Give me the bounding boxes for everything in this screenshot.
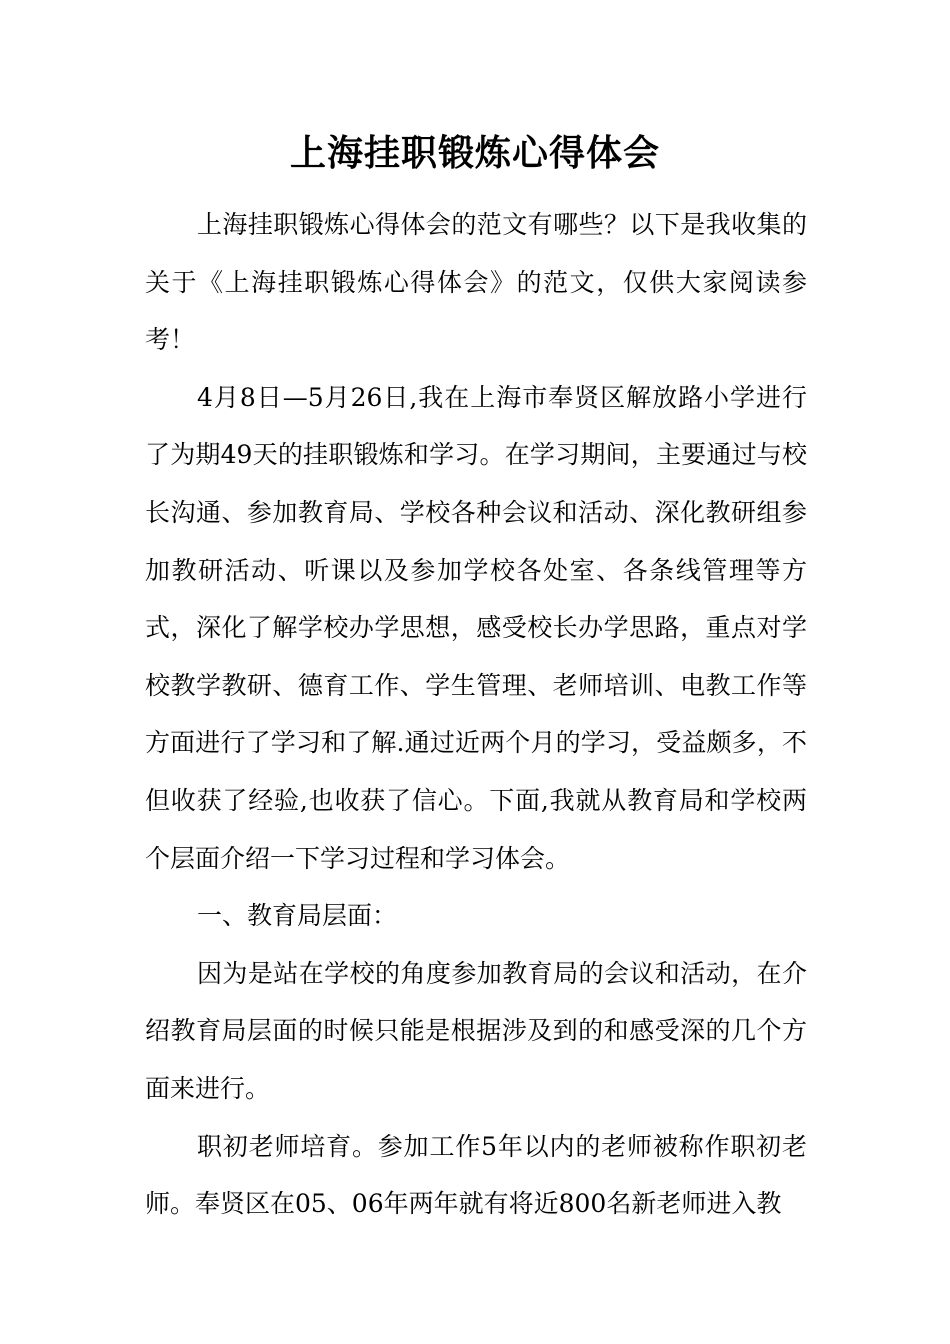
section-heading-education-bureau: 一、教育局层面： xyxy=(197,901,398,931)
paragraph-intro: 上海挂职锻炼心得体会的范文有哪些？以下是我收集的关于《上海挂职锻炼心得体会》的范文，仅供大家阅读参考！ xyxy=(145,210,807,355)
document-body xyxy=(145,196,807,1233)
paragraph-overview: 4月8日—5月26日,我在上海市奉贤区解放路小学进行了为期49天的挂职锻炼和学习。在学习期间，主要通过与校长沟通、参加教育局、学校各种会议和活动、深化教研组参加教研活动、听课以及参加学校各处室、各条线管理等方式，深化了解学校办学思想，感受校长办学思路，重点对学校教学教研、德育工作、学生管理、老师培训、电教工作等方面进行了学习和了解.通过近两个月的学习，受益颇多，不但收获了经验,也收获了信心。下面,我就从教育局和学校两个层面介绍一下学习过程和学习体会。 xyxy=(145,382,807,873)
paragraph-bureau-intro: 因为是站在学校的角度参加教育局的会议和活动，在介绍教育局层面的时候只能是根据涉及到的和感受深的几个方面来进行。 xyxy=(145,958,807,1103)
document-title: 上海挂职锻炼心得体会 xyxy=(289,132,660,174)
paragraph-new-teacher-training: 职初老师培育。参加工作5年以内的老师被称作职初老师。奉贤区在05、06年两年就有将近800名新老师进入教 xyxy=(145,1131,807,1219)
